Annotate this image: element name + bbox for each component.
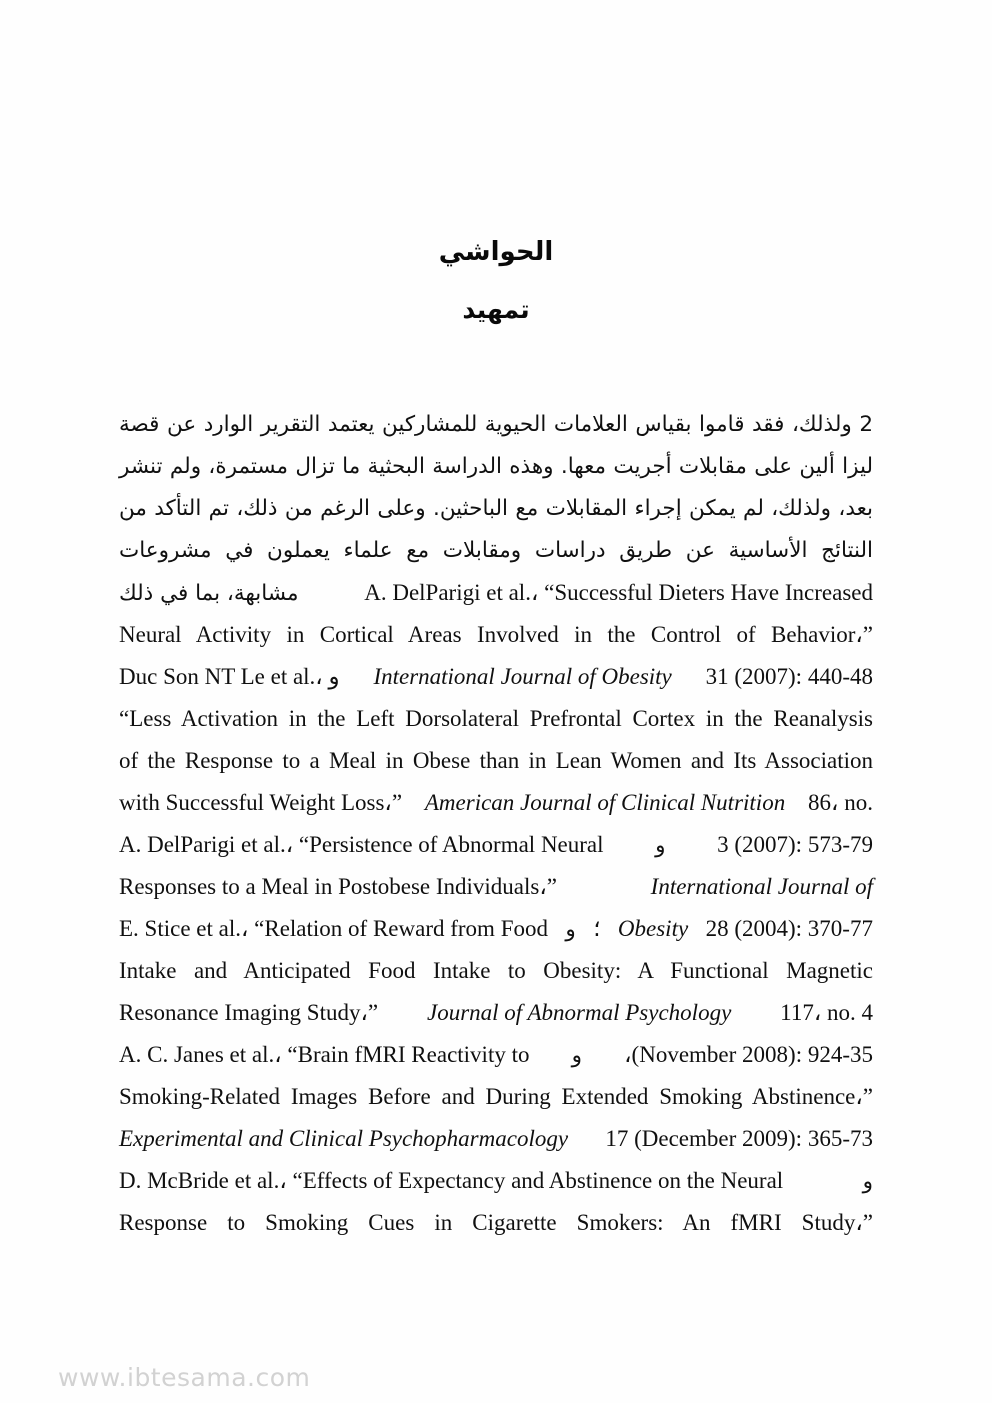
- latin-run: American Journal of Clinical Nutrition: [424, 790, 786, 815]
- latin-run: A. C. Janes et al.، “Brain fMRI Reactivity to: [119, 1042, 530, 1067]
- latin-run: International Journal of Obesity: [373, 664, 672, 689]
- latin-run: International Journal of: [650, 874, 873, 899]
- latin-run: E. Stice et al.، “Relation of Reward from Food: [119, 916, 548, 941]
- latin-run: Intake and Anticipated Food Intake to Obesity: A Functional Magnetic: [119, 958, 873, 983]
- text-line: [119, 404, 873, 446]
- latin-run: ،(November 2008): 924-35: [624, 1042, 873, 1067]
- latin-run: Experimental and Clinical Psychopharmacology: [119, 1126, 569, 1151]
- text-line: [119, 992, 873, 1034]
- latin-run: D. McBride et al.، “Effects of Expectancy and Abstinence on the Neural: [119, 1168, 784, 1193]
- text-line: [119, 614, 873, 656]
- latin-run: Duc Son NT Le et al.، و: [119, 664, 340, 689]
- latin-run: Journal of Abnormal Psychology: [426, 1000, 732, 1025]
- arabic-run: 2 ولذلك، فقد قاموا بقياس العلامات الحيوية للمشاركين يعتمد التقرير الوارد عن قصة: [119, 412, 873, 437]
- text-line: [119, 698, 873, 740]
- latin-run: of the Response to a Meal in Obese than in Lean Women and Its Association: [119, 748, 873, 773]
- text-line: [119, 740, 873, 782]
- arabic-run: و: [655, 833, 666, 858]
- latin-run: 117، no. 4: [780, 1000, 873, 1025]
- text-line: [119, 530, 873, 572]
- arabic-run: مشابهة، بما في ذلك: [119, 581, 299, 606]
- latin-run: Resonance Imaging Study،”: [119, 1000, 379, 1025]
- page-headings: [0, 238, 992, 325]
- latin-run: Smoking-Related Images Before and During Extended Smoking Abstinence،”: [119, 1084, 873, 1109]
- text-line: [119, 1076, 873, 1118]
- text-line: [119, 1160, 873, 1202]
- arabic-run: بعد، ولذلك، لم يمكن إجراء المقابلات مع الباحثين. وعلى الرغم من ذلك، تم التأكد من: [119, 496, 873, 521]
- text-line: [119, 488, 873, 530]
- latin-run: Neural Activity in Cortical Areas Involved in the Control of Behavior،”: [119, 622, 873, 647]
- text-line: [119, 1202, 873, 1244]
- latin-run: Responses to a Meal in Postobese Individuals،”: [119, 874, 557, 899]
- text-line: [119, 824, 873, 866]
- body-text-block: [119, 404, 873, 1244]
- text-line: [119, 950, 873, 992]
- arabic-run: النتائج الأساسية عن طريق دراسات ومقابلات مع علماء يعملون في مشروعات: [119, 538, 873, 563]
- arabic-run: ليزا ألين على مقابلات أجريت معها. وهذه الدراسة البحثية ما تزال مستمرة، ولم تنشر: [119, 454, 873, 479]
- latin-run: “Less Activation in the Left Dorsolateral Prefrontal Cortex in the Reanalysis: [119, 706, 873, 731]
- latin-run: Response to Smoking Cues in Cigarette Smokers: An fMRI Study،”: [119, 1210, 873, 1235]
- arabic-run: و: [571, 1043, 582, 1068]
- text-line: [119, 1118, 873, 1160]
- latin-run: A. DelParigi et al.، “Persistence of Abnormal Neural: [119, 832, 604, 857]
- arabic-run: و: [862, 1169, 873, 1194]
- latin-run: 31 (2007): 440-48: [705, 664, 873, 689]
- latin-run: Obesity: [617, 916, 689, 941]
- text-line: [119, 866, 873, 908]
- latin-run: ؛: [593, 916, 601, 941]
- latin-run: 3 (2007): 573-79: [717, 832, 873, 857]
- text-line: [119, 1034, 873, 1076]
- text-line: [119, 908, 873, 950]
- text-line: [119, 572, 873, 614]
- latin-run: 86، no.: [808, 790, 873, 815]
- text-line: [119, 446, 873, 488]
- latin-run: 28 (2004): 370-77: [705, 916, 873, 941]
- text-line: [119, 656, 873, 698]
- page-title: الحواشي: [438, 237, 554, 267]
- arabic-run: و: [565, 917, 576, 942]
- section-subtitle: تمهيد: [462, 294, 530, 324]
- latin-run: A. DelParigi et al.، “Successful Dieters Have Increased: [364, 580, 873, 605]
- latin-run: 17 (December 2009): 365-73: [605, 1126, 873, 1151]
- latin-run: with Successful Weight Loss،”: [119, 790, 403, 815]
- text-line: [119, 782, 873, 824]
- watermark: www.ibtesama.com: [58, 1363, 311, 1392]
